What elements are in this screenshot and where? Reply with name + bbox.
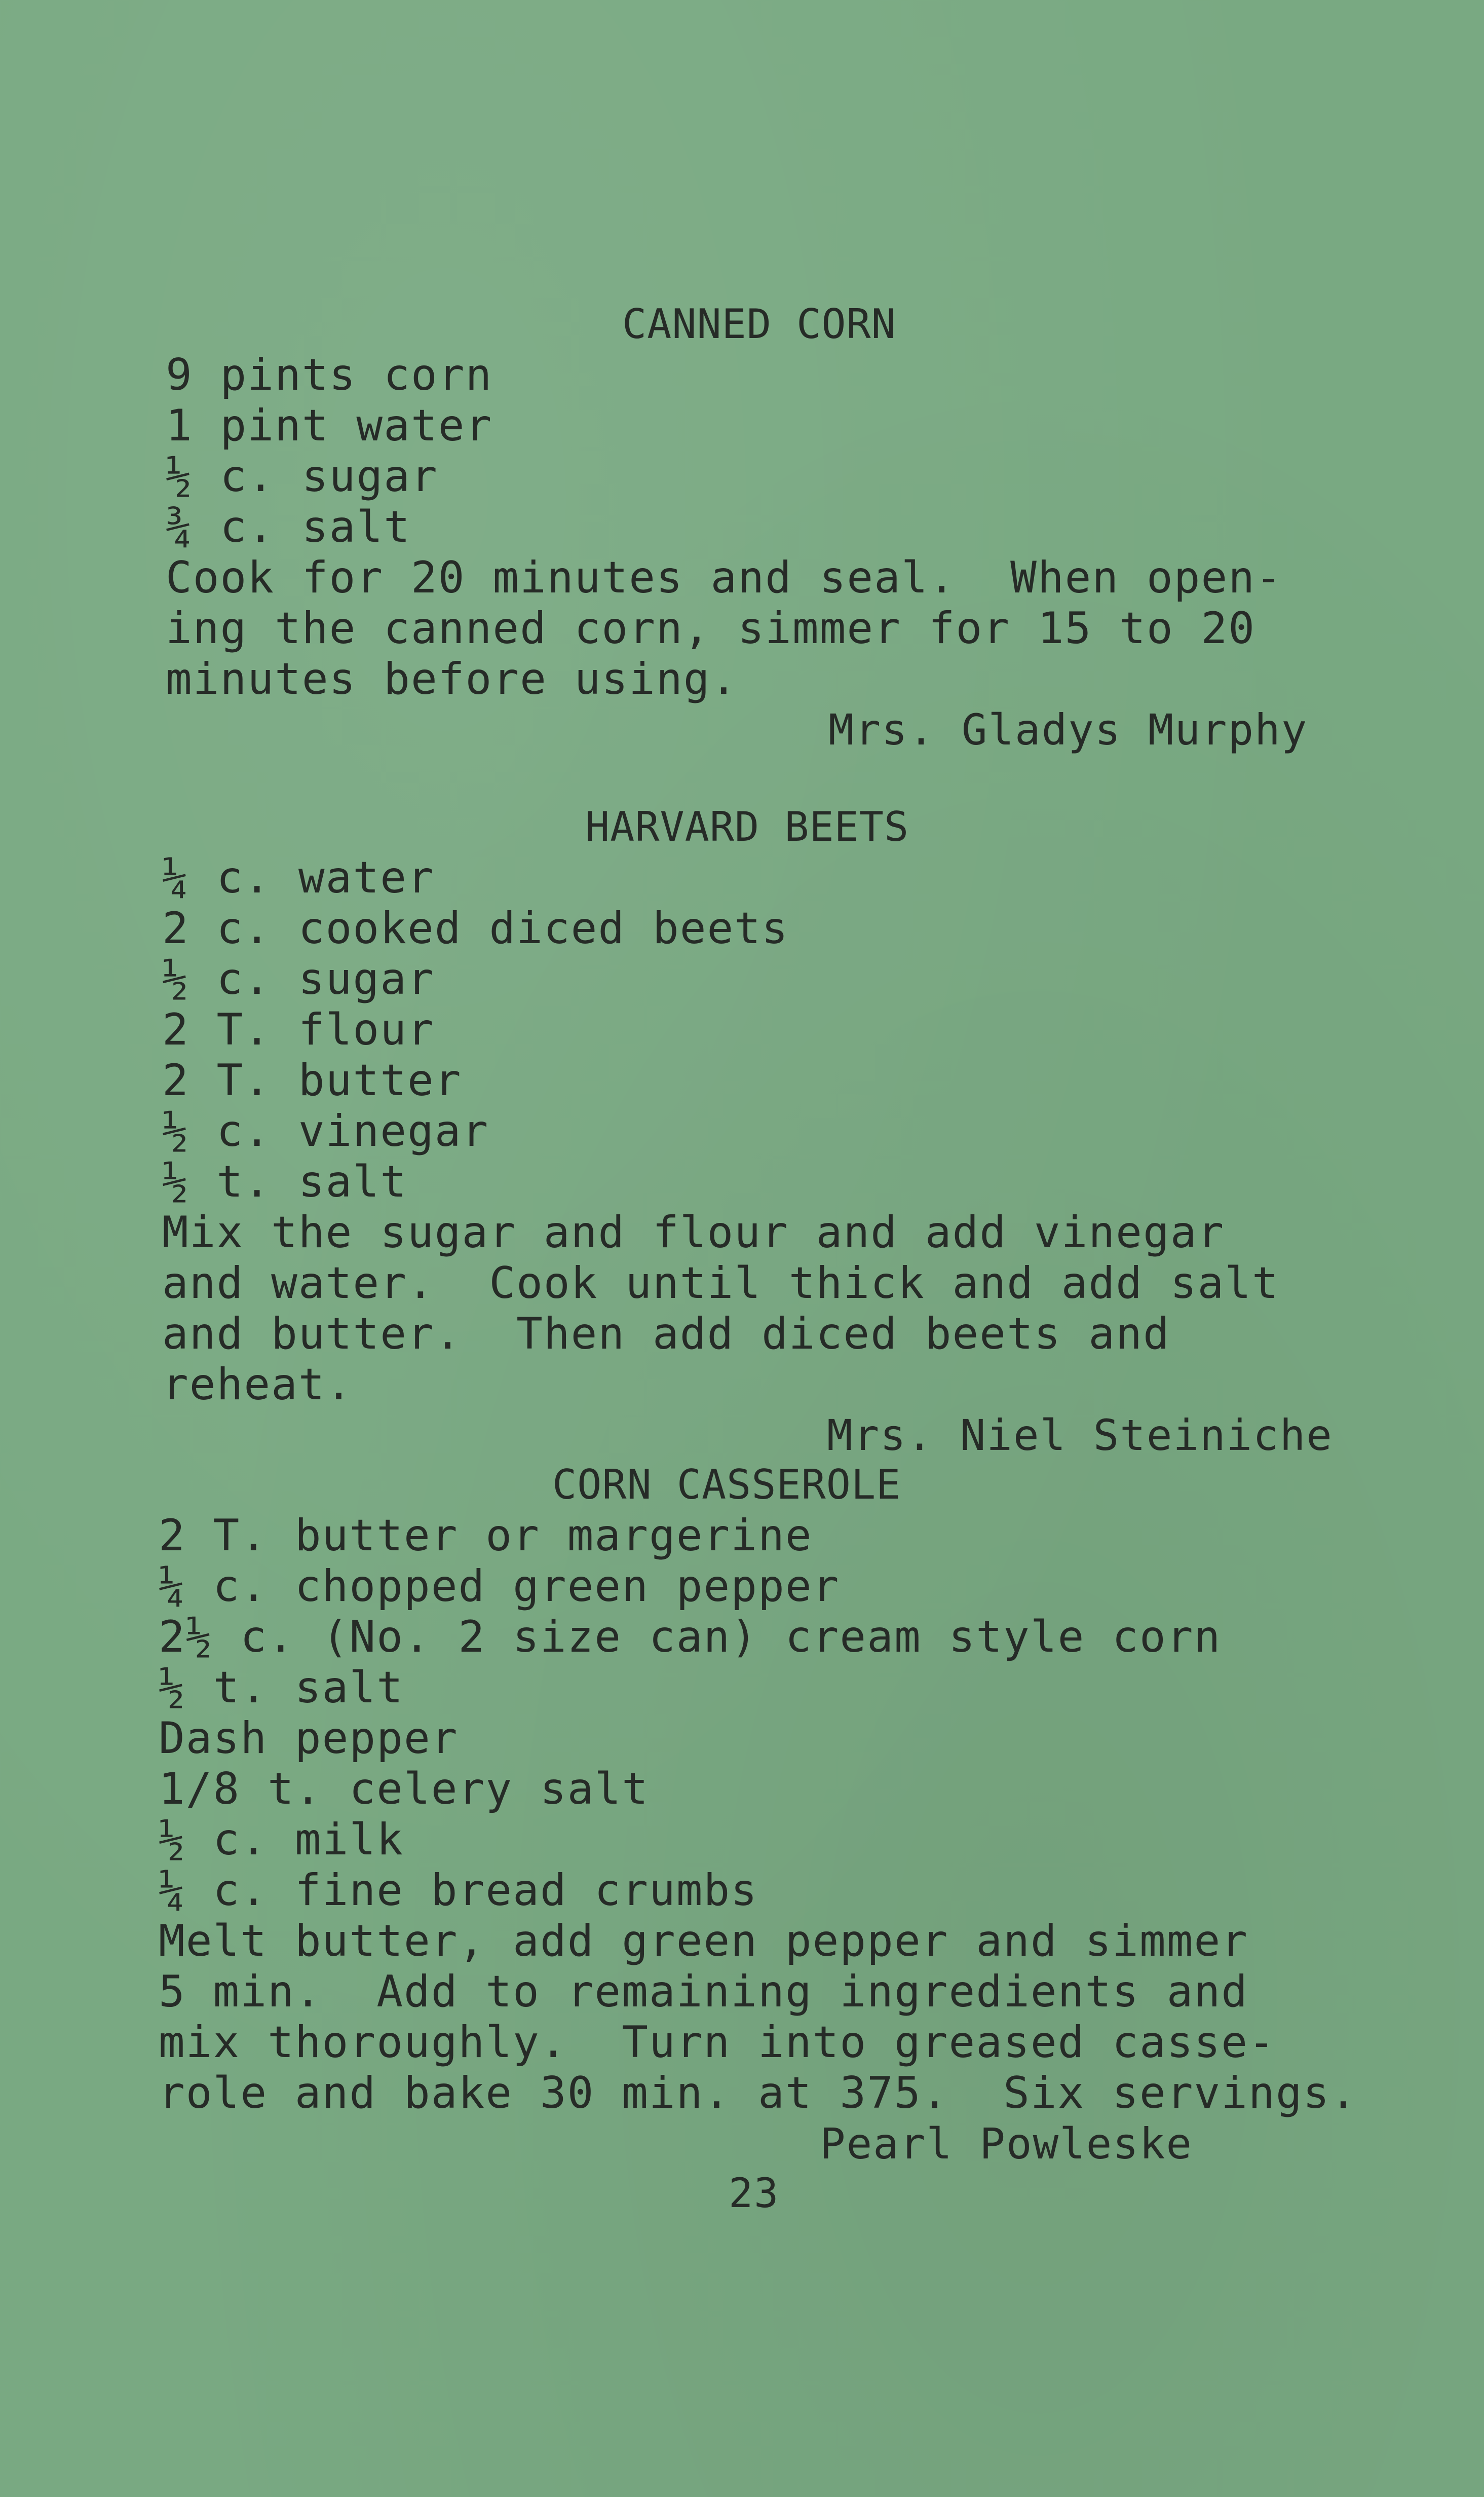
ingredient-line: ½ t. salt bbox=[162, 1157, 407, 1207]
directions-line: ing the canned corn, simmer for 15 to 20 bbox=[166, 603, 1256, 654]
directions-line: minutes before using. bbox=[166, 654, 738, 704]
contributor-signature: Mrs. Gladys Murphy bbox=[828, 705, 1308, 755]
ingredient-line: 1/8 t. celery salt bbox=[159, 1764, 649, 1814]
ingredient-line: Dash pepper bbox=[159, 1713, 459, 1764]
recipe-title-canned-corn: CANNED CORN bbox=[622, 301, 896, 348]
ingredient-line: ½ t. salt bbox=[159, 1662, 404, 1713]
ingredient-line: 2 c. cooked diced beets bbox=[162, 903, 789, 954]
ingredient-line: ¼ c. water bbox=[162, 852, 435, 903]
directions-line: role and bake 30 min. at 375. Six servings. bbox=[159, 2068, 1358, 2118]
ingredient-line: ½ c. sugar bbox=[166, 451, 438, 502]
ingredient-line: ½ c. milk bbox=[159, 1814, 404, 1865]
directions-line: and butter. Then add diced beets and bbox=[162, 1309, 1170, 1359]
contributor-signature: Mrs. Niel Steiniche bbox=[827, 1410, 1333, 1460]
directions-line: Melt butter, add green pepper and simmer bbox=[159, 1916, 1249, 1966]
ingredient-line: ¼ c. chopped green pepper bbox=[159, 1561, 840, 1612]
ingredient-line: ¼ c. fine bread crumbs bbox=[159, 1865, 758, 1916]
ingredient-line: 1 pint water bbox=[166, 400, 493, 451]
ingredient-line: 2 T. butter or margerine bbox=[159, 1510, 813, 1561]
ingredient-line: 2½ c. (No. 2 size can) cream style corn bbox=[159, 1612, 1222, 1662]
ingredient-line: 9 pints corn bbox=[166, 350, 493, 400]
recipe-title-harvard-beets: HARVARD BEETS bbox=[585, 803, 909, 850]
recipe-title-corn-casserole: CORN CASSEROLE bbox=[552, 1461, 901, 1508]
directions-line: mix thoroughly. Turn into greased casse- bbox=[159, 2017, 1276, 2068]
ingredient-line: ¾ c. salt bbox=[166, 502, 411, 552]
ingredient-line: 2 T. butter bbox=[162, 1055, 462, 1106]
directions-line: Mix the sugar and flour and add vinegar bbox=[162, 1207, 1225, 1258]
directions-line: reheat. bbox=[162, 1359, 353, 1410]
page-number: 23 bbox=[729, 2170, 780, 2217]
ingredient-line: ½ c. vinegar bbox=[162, 1106, 489, 1157]
ingredient-line: ½ c. sugar bbox=[162, 954, 435, 1004]
contributor-signature: Pearl Powleske bbox=[820, 2119, 1193, 2169]
directions-line: and water. Cook until thick and add salt bbox=[162, 1258, 1279, 1309]
directions-line: 5 min. Add to remaining ingredients and bbox=[159, 1966, 1249, 2017]
directions-line: Cook for 20 minutes and seal. When open- bbox=[166, 552, 1283, 603]
ingredient-line: 2 T. flour bbox=[162, 1004, 435, 1055]
